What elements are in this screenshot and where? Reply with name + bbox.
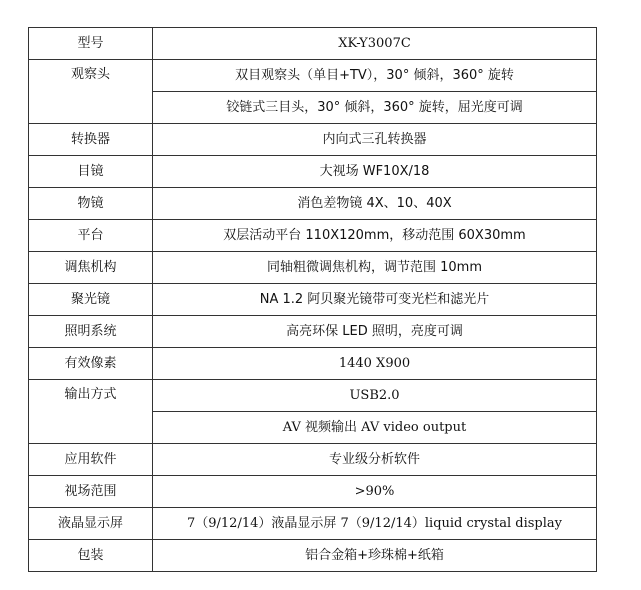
row-label-software: 应用软件	[29, 444, 153, 476]
row-label-viewing-head: 观察头	[29, 60, 153, 124]
row-value-viewing-head-trinocular: 铰链式三目头，30° 倾斜，360° 旋转，屈光度可调	[153, 92, 597, 124]
table-row	[29, 124, 597, 156]
row-label-output: 输出方式	[29, 380, 153, 444]
row-label-lcd: 液晶显示屏	[29, 508, 153, 540]
row-label-focusing: 调焦机构	[29, 252, 153, 284]
table-row	[29, 188, 597, 220]
row-label-objective: 物镜	[29, 188, 153, 220]
table-row	[29, 380, 597, 412]
table-row	[29, 60, 597, 92]
row-label-field-range: 视场范围	[29, 476, 153, 508]
row-label-stage: 平台	[29, 220, 153, 252]
row-value-packaging: 铝合金箱+珍珠棉+纸箱	[153, 540, 597, 572]
row-value-field-range: >90%	[153, 476, 597, 508]
table-row	[29, 156, 597, 188]
table-row	[29, 508, 597, 540]
row-value-pixels: 1440 X900	[153, 348, 597, 380]
row-label-illumination: 照明系统	[29, 316, 153, 348]
row-value-focusing: 同轴粗微调焦机构，调节范围 10mm	[153, 252, 597, 284]
row-value-eyepiece: 大视场 WF10X/18	[153, 156, 597, 188]
row-label-packaging: 包装	[29, 540, 153, 572]
row-value-lcd: 7（9/12/14）液晶显示屏 7（9/12/14）liquid crystal display	[153, 508, 597, 540]
spec-table	[28, 27, 597, 572]
row-value-nosepiece: 内向式三孔转换器	[153, 124, 597, 156]
row-value-condenser: NA 1.2 阿贝聚光镜带可变光栏和滤光片	[153, 284, 597, 316]
table-row	[29, 220, 597, 252]
table-row	[29, 444, 597, 476]
row-label-pixels: 有效像素	[29, 348, 153, 380]
row-label-model: 型号	[29, 28, 153, 60]
row-value-illumination: 高亮环保 LED 照明，亮度可调	[153, 316, 597, 348]
row-value-model: XK-Y3007C	[153, 28, 597, 60]
row-label-condenser: 聚光镜	[29, 284, 153, 316]
table-row	[29, 540, 597, 572]
row-value-output-av: AV 视频输出 AV video output	[153, 412, 597, 444]
table-row	[29, 316, 597, 348]
table-row	[29, 28, 597, 60]
table-row	[29, 252, 597, 284]
table-row	[29, 348, 597, 380]
table-row	[29, 284, 597, 316]
row-value-software: 专业级分析软件	[153, 444, 597, 476]
table-row	[29, 476, 597, 508]
row-label-eyepiece: 目镜	[29, 156, 153, 188]
row-label-nosepiece: 转换器	[29, 124, 153, 156]
row-value-objective: 消色差物镜 4X、10、40X	[153, 188, 597, 220]
row-value-output-usb: USB2.0	[153, 380, 597, 412]
row-value-viewing-head-binocular: 双目观察头（单目+TV），30° 倾斜，360° 旋转	[153, 60, 597, 92]
row-value-stage: 双层活动平台 110X120mm，移动范围 60X30mm	[153, 220, 597, 252]
